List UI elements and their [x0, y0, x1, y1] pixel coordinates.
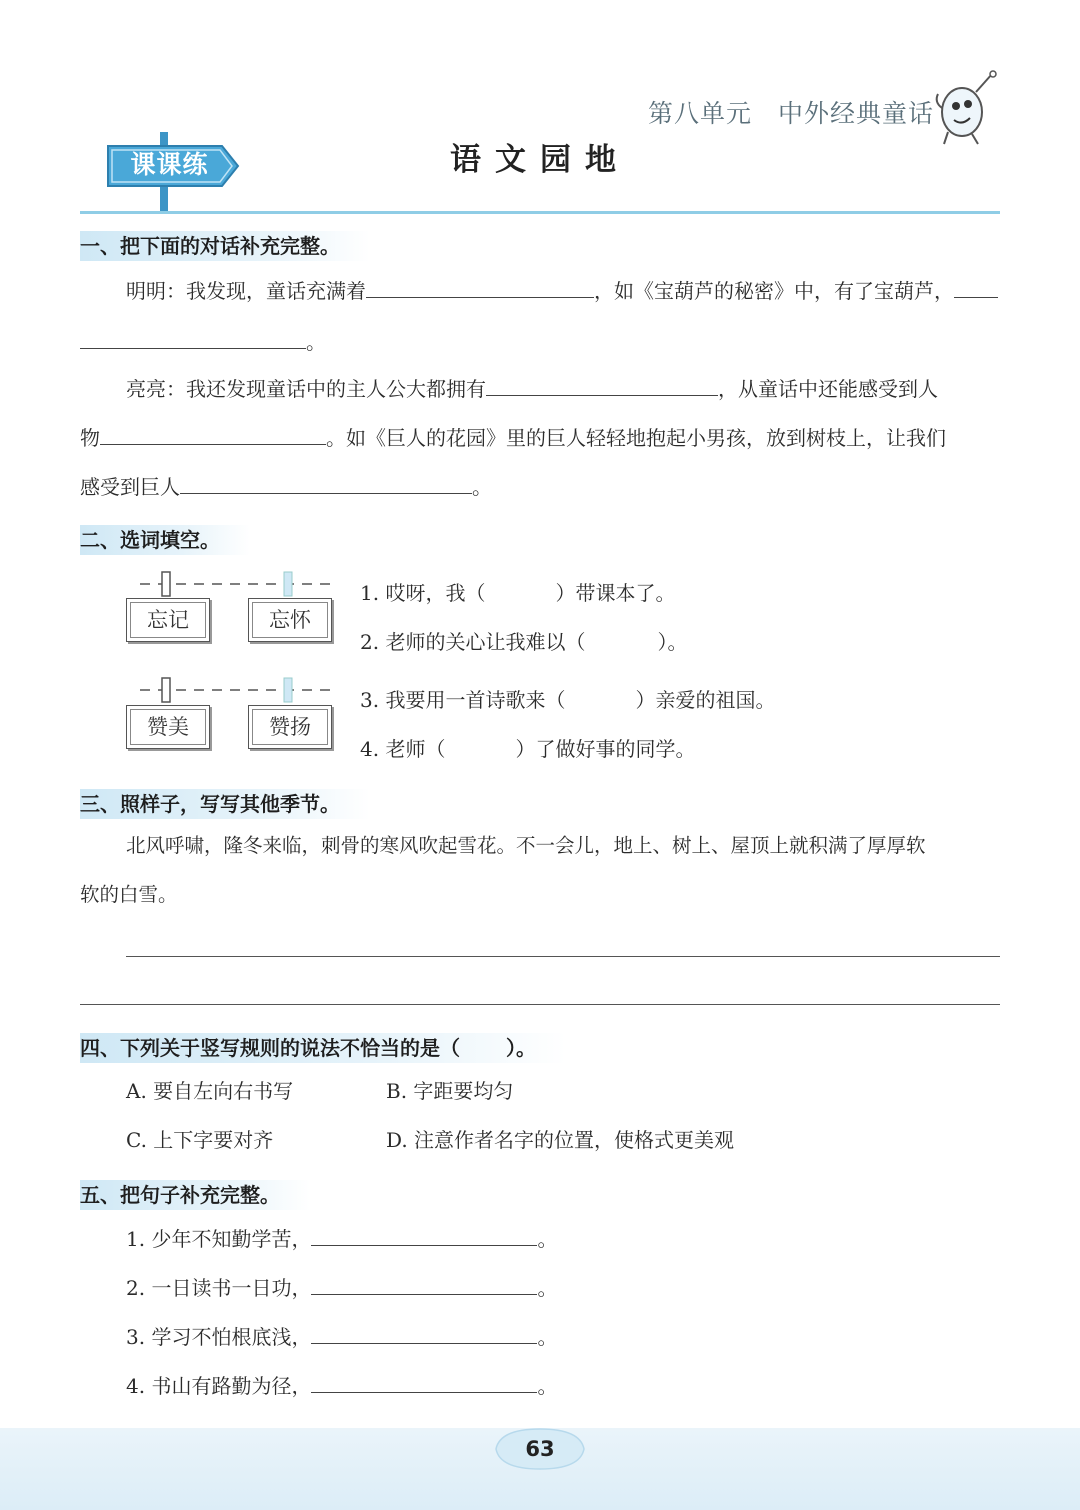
s5-item-4 [126, 1372, 557, 1399]
option-d[interactable]: D. 注意作者名字的位置，使格式更美观 [386, 1128, 735, 1152]
option-b[interactable]: B. 字距要均匀 [386, 1079, 514, 1103]
word-option-1[interactable]: 忘记 [126, 598, 210, 642]
s2-q4-b: ）了做好事的同学。 [515, 737, 696, 761]
unit-header [648, 94, 934, 130]
s5-item-3-end: 。 [537, 1325, 558, 1349]
s2-q4-a: 4. 老师（ [360, 737, 446, 761]
hanger-top [136, 570, 336, 600]
s5-blank-2[interactable] [311, 1274, 537, 1295]
s5-item-4-text: 4. 书山有路勤为径， [126, 1374, 312, 1398]
writing-line-1[interactable] [126, 956, 1000, 957]
s1-line5-b: 。 [472, 475, 492, 499]
s5-item-2-end: 。 [537, 1276, 558, 1300]
word-option-2[interactable]: 忘怀 [248, 598, 332, 642]
s1-line3 [126, 375, 938, 402]
writing-line-2[interactable] [80, 1004, 1000, 1005]
s3-sample-line2: 软的白雪。 [80, 883, 178, 906]
s2-q2 [360, 629, 687, 655]
s2-q2-a: 2. 老师的关心让我难以（ [360, 630, 586, 654]
word-option-3[interactable]: 赞美 [126, 705, 210, 749]
unit-theme: 中外经典童话 [778, 99, 935, 128]
s5-item-3-text: 3. 学习不怕根底浅， [126, 1325, 312, 1349]
s1-line1-a: 明明：我发现，童话充满着 [126, 279, 366, 303]
s1-line4-a: 物 [80, 426, 100, 450]
blank-2-cont[interactable] [80, 328, 306, 349]
s5-item-1-text: 1. 少年不知勤学苦， [126, 1227, 312, 1251]
s4-heading-a: 四、下列关于竖写规则的说法不恰当的是（ [80, 1036, 460, 1060]
section1-heading: 一、把下面的对话补充完整。 [80, 231, 370, 261]
blank-2[interactable] [954, 277, 998, 298]
s1-line1 [126, 277, 998, 304]
section5-heading: 五、把句子补充完整。 [80, 1180, 310, 1210]
s5-item-3 [126, 1323, 557, 1350]
s5-blank-3[interactable] [311, 1323, 537, 1344]
s2-q2-b: ）。 [657, 630, 688, 654]
mascot-icon [930, 68, 1000, 148]
s2-q3-a: 3. 我要用一首诗歌来（ [360, 688, 566, 712]
s4-heading-b: ）。 [506, 1036, 536, 1060]
s2-q1-a: 1. 哎呀，我（ [360, 581, 486, 605]
s2-q4 [360, 736, 695, 762]
title-divider [80, 211, 1000, 214]
option-c[interactable]: C. 上下字要对齐 [126, 1128, 274, 1152]
s5-item-1 [126, 1225, 557, 1252]
s1-line2 [80, 328, 326, 355]
s1-line5 [80, 473, 492, 500]
unit-label: 第八单元 [648, 99, 753, 128]
page-number: 63 [525, 1437, 555, 1461]
blank-5[interactable] [180, 473, 472, 494]
section4-heading [80, 1033, 566, 1063]
s2-q3-b: ）亲爱的祖国。 [635, 688, 776, 712]
s2-q3 [360, 687, 775, 713]
s1-line1-b: ，如《宝葫芦的秘密》中，有了宝葫芦， [594, 279, 954, 303]
s1-line4 [80, 424, 946, 451]
section2-heading: 二、选词填空。 [80, 525, 250, 555]
s1-line3-a: 亮亮：我还发现童话中的主人公大都拥有 [126, 377, 486, 401]
s1-line4-b: 。如《巨人的花园》里的巨人轻轻地抱起小男孩，放到树枝上，让我们 [326, 426, 946, 450]
page-title: 语文园地 [450, 142, 630, 178]
s5-item-2 [126, 1274, 557, 1301]
s2-q1 [360, 580, 675, 606]
s3-sample-line1: 北风呼啸，隆冬来临，刺骨的寒风吹起雪花。不一会儿，地上、树上、屋顶上就积满了厚厚软 [126, 834, 926, 857]
s5-blank-4[interactable] [311, 1372, 537, 1393]
s2-q1-b: ）带课本了。 [555, 581, 676, 605]
s5-item-4-end: 。 [537, 1374, 558, 1398]
blank-4[interactable] [100, 424, 326, 445]
s5-item-2-text: 2. 一日读书一日功， [126, 1276, 312, 1300]
hanger-bottom [136, 676, 336, 706]
s5-item-1-end: 。 [537, 1227, 558, 1251]
s1-line5-a: 感受到巨人 [80, 475, 180, 499]
blank-1[interactable] [366, 277, 594, 298]
section3-heading: 三、照样子，写写其他季节。 [80, 789, 370, 819]
blank-3[interactable] [486, 375, 718, 396]
s1-line3-b: ，从童话中还能感受到人 [718, 377, 938, 401]
option-a[interactable]: A. 要自左向右书写 [126, 1079, 294, 1103]
word-option-4[interactable]: 赞扬 [248, 705, 332, 749]
s1-line2-end: 。 [306, 330, 326, 354]
s5-blank-1[interactable] [311, 1225, 537, 1246]
badge-label: 课课练 [130, 150, 209, 179]
